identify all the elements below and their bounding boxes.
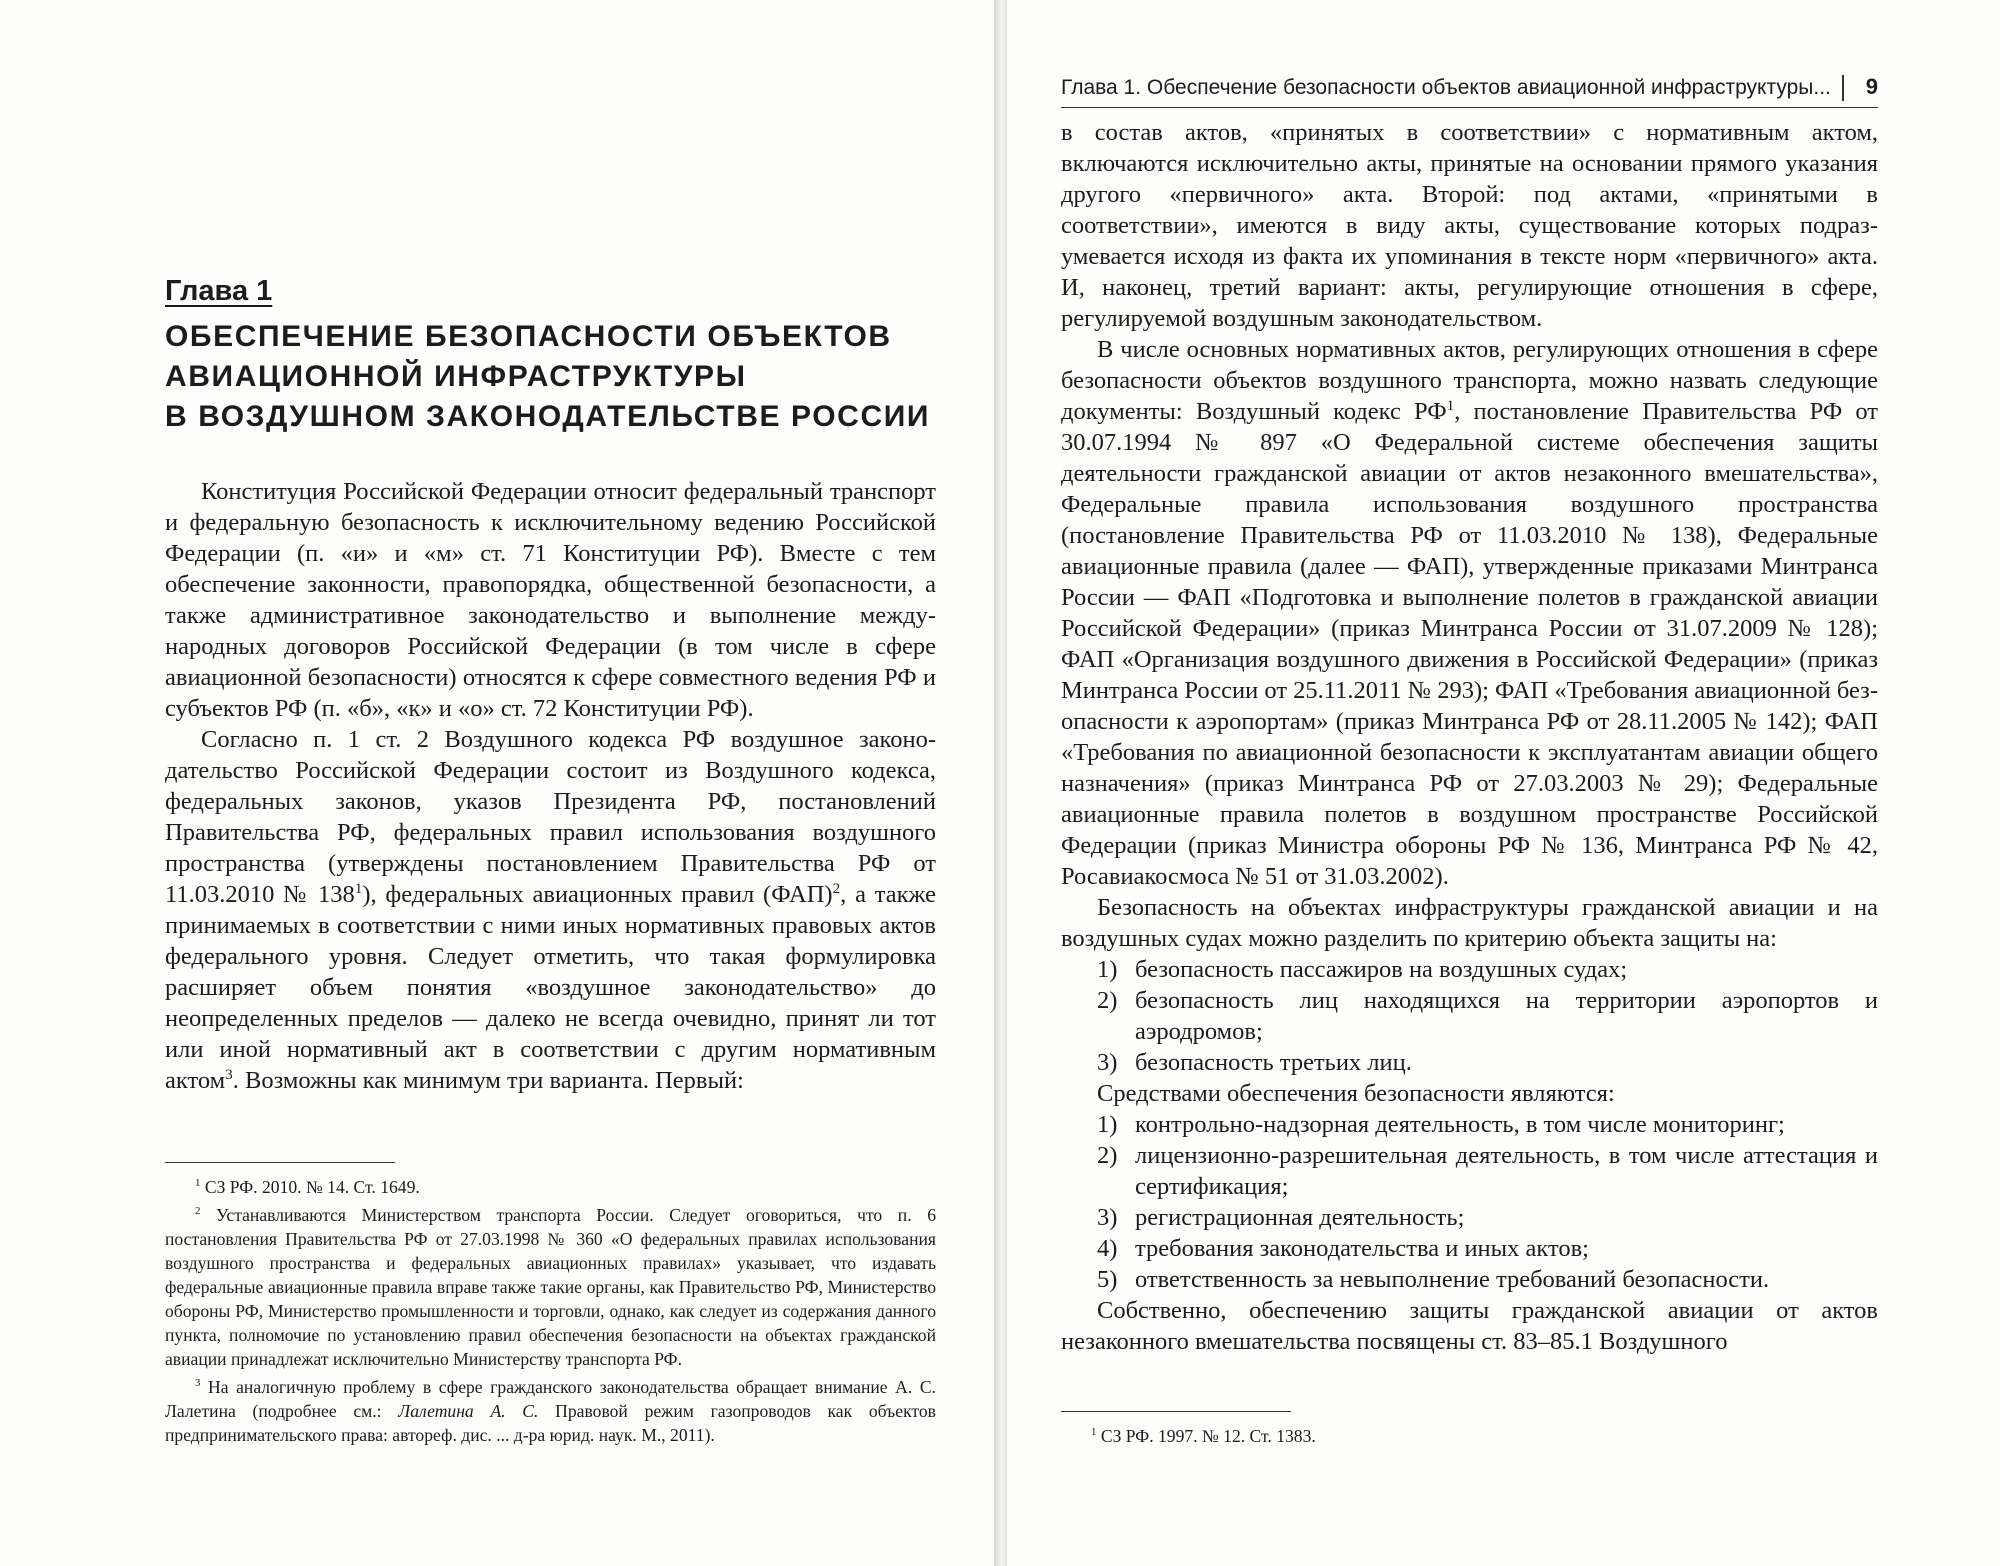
- chapter-title-line: АВИАЦИОННОЙ ИНФРАСТРУКТУРЫ: [165, 360, 747, 393]
- header-separator: [1842, 75, 1844, 101]
- footnote: $^1$ СЗ РФ. 2010. № 14. Ст. 1649.: [195, 1177, 420, 1197]
- list-item: 2) безопасность лиц находящихся на территории аэропортов и аэродромов;: [1097, 987, 1878, 1046]
- protection-objects-list: [1061, 954, 1878, 1078]
- list-item: 2) лицензионно-разрешительная деятельность, в том числе аттестация и сертификация;: [1097, 1142, 1878, 1201]
- footnote-ref: 3: [225, 1065, 233, 1083]
- paragraph: Согласно п. 1 ст. 2 Воздушного кодекса РФ воздушное законодательство Российской Федерации состоит из Воздушного кодекса, федеральных законов, указов Президента РФ, постановлений Правительства РФ, федеральных правил использования воздушного пространства (утверждены постановлением Правительства РФ от 11.03.2010 № $138^1$), федеральных авиационных правил (ФАП)$^2$, а также принимаемых в соответствии с ними иных нормативных правовых актов федерального уровня. Следует отметить, что такая формулировка расширяет объем понятия «воздушное законодательство» до неопределенных пределов — далеко не всегда очевидно, принят ли тот или иной нормативный акт в соответствии с другим нормативным актом$^3$. Возможны как минимум три варианта. Первый:: [165, 726, 937, 1094]
- paragraph: Конституция Российской Федерации относит федеральный транспорт и федеральную безопасность к исключительному ведению Российской Федерации (п. «и» и «м» ст. 71 Конституции РФ). Вместе с тем обеспечение законности, правопорядка, общественной безопасности, а также административное законодательство и выполнение международных договоров Российской Федерации (в том числе в сфере авиационной безопасности) относятся к сфере совместного ведения РФ и субъектов РФ (п. «б», «к» и «о» ст. 72 Конституции РФ).: [165, 478, 936, 722]
- footnote: $^2$ Устанавливаются Министерством транспорта России. Следует оговориться, что п. 6 постановления Правительства РФ от 27.03.1998 № 360 «О федеральных правилах использования воздушного пространства и федеральных авиационных правилах» указывает, что издавать федеральные авиационные правила вправе также такие органы, как Правительство РФ, Министерство обороны РФ, Министерство промышленности и торговли, однако, как следует из содержания данного пункта, полномочие по установлению правил обеспечения безопасности на объектах гражданской авиации принадлежат исключительно Министерству транспорта РФ.: [165, 1205, 936, 1369]
- left-page: [0, 0, 994, 1566]
- paragraph: В числе основных нормативных актов, регулирующих отношения в сфере безопасности объектов воздушного транспорта, можно назвать следующие документы: Воздушный кодекс $РФ^1$, постановление Правительства РФ от 30.07.1994 № 897 «О Федеральной системе обеспечения защиты деятельности гражданской авиации от актов незаконного вмешательства», Федеральные правила использования воздушного пространства (постановление Правительства РФ от 11.03.2010 № 138), Федеральные авиационные правила (далее — ФАП), утвержденные приказами Минтранса России — ФАП «Подготовка и выполнение полетов в гражданской авиации Российской Федерации» (приказ Минтранса России от 31.07.2009 № 128); ФАП «Организация воздушного движения в Российской Федерации» (приказ Минтранса России от 25.11.2011 № 293); ФАП «Требования авиационной безопасности к аэропортам» (приказ Минтранса РФ от 28.11.2005 № 142); ФАП «Требования по авиационной безопасности к эксплуатантам авиации общего назначения» (приказ Минтранса РФ от 27.03.2003 № 29); Федеральные авиационные правила полетов в воздушном пространстве Российской Федерации (приказ Министра обороны РФ № 136, Минтранса РФ № 42, Росавиакосмоса № 51 от 31.03.2002).: [1061, 336, 1879, 891]
- list-item: 1) контрольно-надзорная деятельность, в том числе мониторинг;: [1097, 1111, 1785, 1139]
- footnote-ref: 1: [354, 879, 363, 897]
- paragraph: Безопасность на объектах инфраструктуры гражданской авиации и на воздушных судах можно разделить по критерию объекта защиты на:: [1061, 894, 1878, 953]
- book-gutter: [994, 0, 1007, 1566]
- paragraph: в состав актов, «принятых в соответствии» с нормативным актом, включаются исключительно акты, принятые на основании прямого указания другого «первичного» акта. Второй: под актами, «принятыми в соответствии», имеются в виду акты, существование которых подразумевается исходя из факта их упоминания в тексте норм «первичного» акта. И, наконец, третий вариант: акты, регулирующие отношения в сфере, регулируемой воздушным законодательством.: [1061, 119, 1878, 333]
- footnote-ref: 2: [832, 879, 841, 897]
- footnote: $^3$ На аналогичную проблему в сфере гражданского законодательства обращает внимание А. С. Лалетина (подробнее см.: Лалетина А. С. Правовой режим газопроводов как объектов предпринимательского права: автореф. дис. ... д-ра юрид. наук. М., 2011).: [165, 1377, 936, 1445]
- chapter-title-line: ОБЕСПЕЧЕНИЕ БЕЗОПАСНОСТИ ОБЪЕКТОВ: [165, 320, 892, 353]
- footnote: $^1$ СЗ РФ. 1997. № 12. Ст. 1383.: [1091, 1426, 1316, 1447]
- paragraph: Средствами обеспечения безопасности являются:: [1097, 1080, 1615, 1108]
- page-number: 9: [1865, 74, 1878, 99]
- list-item: 1) безопасность пассажиров на воздушных судах;: [1097, 956, 1628, 984]
- chapter-title-line: В ВОЗДУШНОМ ЗАКОНОДАТЕЛЬСТВЕ РОССИИ: [165, 400, 931, 433]
- list-item: 5) ответственность за невыполнение требований безопасности.: [1097, 1266, 1770, 1294]
- running-header-title: Глава 1. Обеспечение безопасности объектов авиационной инфраструктуры...: [1061, 75, 1831, 99]
- running-header: [1061, 74, 1878, 108]
- list-item: 3) безопасность третьих лиц.: [1097, 1049, 1412, 1077]
- right-page: [1007, 0, 2000, 1566]
- security-means-list: [1061, 1109, 1878, 1295]
- footnote-ref: 1: [1446, 397, 1455, 415]
- chapter-label: Глава 1: [165, 275, 273, 307]
- footnote-divider: [1061, 1411, 1291, 1412]
- list-item: 4) требования законодательства и иных актов;: [1097, 1235, 1589, 1263]
- list-item: 3) регистрационная деятельность;: [1097, 1204, 1465, 1232]
- footnote-divider: [165, 1162, 395, 1163]
- chapter-title: [165, 317, 936, 437]
- paragraph: Собственно, обеспечению защиты гражданской авиации от актов незаконного вмешательства посвящены ст. 83–85.1 Воздушного: [1061, 1297, 1878, 1356]
